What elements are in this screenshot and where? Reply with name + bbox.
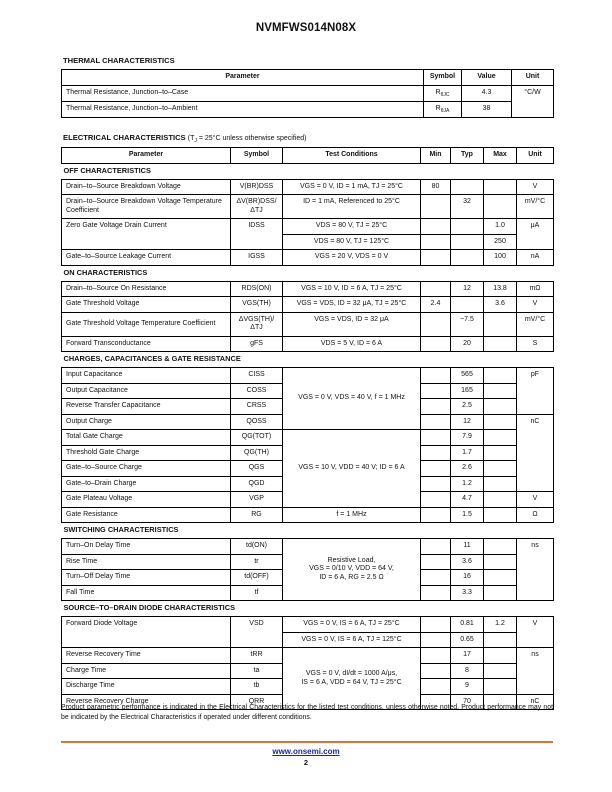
page-number: 2 bbox=[303, 758, 309, 767]
unit-cell: μA bbox=[517, 219, 554, 250]
table-row bbox=[62, 648, 554, 664]
footer-divider bbox=[61, 741, 553, 743]
typ-cell: 3.6 bbox=[451, 554, 484, 570]
parameter-cell: Drain–to–Source Breakdown Voltage bbox=[62, 179, 231, 195]
electrical-table bbox=[61, 147, 554, 710]
table-header-row bbox=[62, 148, 554, 164]
max-cell bbox=[484, 663, 517, 679]
max-cell bbox=[484, 368, 517, 384]
parameter-cell: Gate Threshold Voltage bbox=[62, 297, 231, 313]
parameter-cell: Fall Time bbox=[62, 585, 231, 601]
table-row bbox=[62, 539, 554, 555]
typ-cell: 565 bbox=[451, 368, 484, 384]
max-cell bbox=[484, 507, 517, 523]
min-cell bbox=[421, 554, 451, 570]
thermal-table bbox=[61, 69, 554, 118]
parameter-cell: Forward Diode Voltage bbox=[62, 617, 231, 648]
unit-cell: nC bbox=[517, 414, 554, 492]
parameter-cell: Forward Transconductance bbox=[62, 336, 231, 352]
symbol-cell: gFS bbox=[231, 336, 283, 352]
typ-cell: 12 bbox=[451, 281, 484, 297]
conditions-cell: VGS = 0 V, ID = 1 mA, TJ = 25°C bbox=[283, 179, 421, 195]
unit-cell: V bbox=[517, 617, 554, 648]
table-row bbox=[62, 430, 554, 446]
max-cell bbox=[484, 195, 517, 219]
typ-cell bbox=[451, 179, 484, 195]
typ-cell: 1.5 bbox=[451, 507, 484, 523]
parameter-cell: Charge Time bbox=[62, 663, 231, 679]
min-cell bbox=[421, 430, 451, 446]
parameter-cell: Reverse Recovery Time bbox=[62, 648, 231, 664]
section-row-diode: SOURCE–TO–DRAIN DIODE CHARACTERISTICS bbox=[63, 603, 236, 613]
value-cell: 4.3 bbox=[462, 85, 512, 101]
unit-cell: ns bbox=[517, 648, 554, 695]
col-header: Symbol bbox=[424, 70, 462, 86]
max-cell: 1.0 bbox=[484, 219, 517, 235]
symbol-cell: tr bbox=[231, 554, 283, 570]
typ-cell: 11 bbox=[451, 539, 484, 555]
parameter-cell: Drain–to–Source On Resistance bbox=[62, 281, 231, 297]
typ-cell bbox=[451, 297, 484, 313]
typ-cell: 3.3 bbox=[451, 585, 484, 601]
typ-cell: 4.7 bbox=[451, 492, 484, 508]
unit-cell: V bbox=[517, 492, 554, 508]
table-row bbox=[62, 507, 554, 523]
symbol-cell: td(ON) bbox=[231, 539, 283, 555]
table-row bbox=[62, 195, 554, 219]
table-row bbox=[62, 336, 554, 352]
symbol-cell: QGD bbox=[231, 476, 283, 492]
website-link[interactable]: www.onsemi.com bbox=[272, 747, 340, 756]
symbol-cell: CRSS bbox=[231, 399, 283, 415]
symbol-cell: QRR bbox=[231, 694, 283, 710]
typ-cell: 2.5 bbox=[451, 399, 484, 415]
symbol-cell: $R_{\theta JC}$ bbox=[424, 85, 462, 101]
parameter-cell: Gate–to–Source Charge bbox=[62, 461, 231, 477]
min-cell bbox=[421, 234, 451, 250]
typ-cell bbox=[451, 234, 484, 250]
symbol-cell: tRR bbox=[231, 648, 283, 664]
min-cell bbox=[421, 195, 451, 219]
max-cell bbox=[484, 570, 517, 586]
typ-cell bbox=[451, 219, 484, 235]
unit-cell: V bbox=[517, 179, 554, 195]
parameter-cell: Reverse Transfer Capacitance bbox=[62, 399, 231, 415]
symbol-cell: QOSS bbox=[231, 414, 283, 430]
symbol-cell: ta bbox=[231, 663, 283, 679]
min-cell bbox=[421, 336, 451, 352]
symbol-cell: V(BR)DSS bbox=[231, 179, 283, 195]
symbol-cell: tf bbox=[231, 585, 283, 601]
typ-cell: 1.2 bbox=[451, 476, 484, 492]
parameter-cell: Output Capacitance bbox=[62, 383, 231, 399]
max-cell bbox=[484, 430, 517, 446]
min-cell bbox=[421, 414, 451, 430]
typ-cell: 9 bbox=[451, 679, 484, 695]
min-cell bbox=[421, 383, 451, 399]
symbol-cell: IGSS bbox=[231, 250, 283, 266]
section-row-charges: CHARGES, CAPACITANCES & GATE RESISTANCE bbox=[63, 354, 241, 364]
typ-cell: 17 bbox=[451, 648, 484, 664]
min-cell bbox=[421, 679, 451, 695]
typ-cell: 7.9 bbox=[451, 430, 484, 446]
symbol-cell: CISS bbox=[231, 368, 283, 384]
table-row bbox=[62, 281, 554, 297]
unit-cell: S bbox=[517, 336, 554, 352]
min-cell bbox=[421, 250, 451, 266]
max-cell bbox=[484, 476, 517, 492]
max-cell bbox=[484, 554, 517, 570]
col-header: Symbol bbox=[231, 148, 283, 164]
conditions-cell: f = 1 MHz bbox=[283, 507, 421, 523]
section-row-off: OFF CHARACTERISTICS bbox=[63, 165, 151, 175]
min-cell bbox=[421, 445, 451, 461]
unit-cell: °C/W bbox=[512, 85, 554, 117]
min-cell: 80 bbox=[421, 179, 451, 195]
min-cell bbox=[421, 476, 451, 492]
document-title: NVMFWS014N08X bbox=[255, 22, 357, 34]
unit-cell: nA bbox=[517, 250, 554, 266]
parameter-cell: Gate Resistance bbox=[62, 507, 231, 523]
parameter-cell: Drain–to–Source Breakdown Voltage Temperature Coefficient bbox=[62, 195, 231, 219]
max-cell bbox=[484, 414, 517, 430]
max-cell bbox=[484, 399, 517, 415]
min-cell bbox=[421, 632, 451, 648]
max-cell: 100 bbox=[484, 250, 517, 266]
max-cell bbox=[484, 461, 517, 477]
unit-cell: Ω bbox=[517, 507, 554, 523]
parameter-cell: Gate Plateau Voltage bbox=[62, 492, 231, 508]
unit-cell: mV/°C bbox=[517, 195, 554, 219]
symbol-cell: ΔVGS(TH)/ΔTJ bbox=[231, 312, 283, 336]
typ-cell: −7.5 bbox=[451, 312, 484, 336]
max-cell bbox=[484, 179, 517, 195]
symbol-cell: td(OFF) bbox=[231, 570, 283, 586]
min-cell bbox=[421, 281, 451, 297]
table-row bbox=[62, 101, 554, 117]
unit-cell: nC bbox=[517, 694, 554, 710]
thermal-heading: THERMAL CHARACTERISTICS bbox=[63, 56, 175, 65]
max-cell: 1.2 bbox=[484, 617, 517, 633]
symbol-cell: VGP bbox=[231, 492, 283, 508]
min-cell bbox=[421, 648, 451, 664]
table-row bbox=[62, 219, 554, 235]
symbol-cell: RDS(ON) bbox=[231, 281, 283, 297]
symbol-cell: QG(TOT) bbox=[231, 430, 283, 446]
max-cell bbox=[484, 312, 517, 336]
typ-cell: 8 bbox=[451, 663, 484, 679]
parameter-cell: Output Charge bbox=[62, 414, 231, 430]
max-cell: 13.8 bbox=[484, 281, 517, 297]
max-cell bbox=[484, 679, 517, 695]
conditions-cell: VDS = 80 V, TJ = 25°C bbox=[283, 219, 421, 235]
unit-cell: V bbox=[517, 297, 554, 313]
min-cell: 2.4 bbox=[421, 297, 451, 313]
min-cell bbox=[421, 492, 451, 508]
parameter-cell: Thermal Resistance, Junction–to–Ambient bbox=[62, 101, 424, 117]
conditions-cell: VGS = 0 V, IS = 6 A, TJ = 25°C bbox=[283, 617, 421, 633]
col-header: Unit bbox=[517, 148, 554, 164]
max-cell bbox=[484, 492, 517, 508]
parameter-cell: Turn–On Delay Time bbox=[62, 539, 231, 555]
max-cell bbox=[484, 585, 517, 601]
table-header-row bbox=[62, 70, 554, 86]
conditions-cell: VGS = 10 V, VDD = 40 V; ID = 6 A bbox=[283, 430, 421, 508]
max-cell bbox=[484, 539, 517, 555]
parameter-cell: Rise Time bbox=[62, 554, 231, 570]
min-cell bbox=[421, 539, 451, 555]
col-header: Min bbox=[421, 148, 451, 164]
typ-cell bbox=[451, 250, 484, 266]
table-row bbox=[62, 297, 554, 313]
conditions-cell: VGS = 20 V, VDS = 0 V bbox=[283, 250, 421, 266]
col-header: Max bbox=[484, 148, 517, 164]
col-header: Parameter bbox=[62, 70, 424, 86]
typ-cell: 1.7 bbox=[451, 445, 484, 461]
min-cell bbox=[421, 399, 451, 415]
max-cell: 3.6 bbox=[484, 297, 517, 313]
symbol-cell: $R_{\theta JA}$ bbox=[424, 101, 462, 117]
footnote: Product parametric performance is indicated in the Electrical Characteristics for the listed test conditions, unless otherwise noted. Product performance may not be indicated by the Electrical Characteristics if operated under different conditions. bbox=[61, 704, 553, 721]
parameter-cell: Gate–to–Source Leakage Current bbox=[62, 250, 231, 266]
typ-cell: 0.81 bbox=[451, 617, 484, 633]
conditions-cell: VGS = VDS, ID = 32 μA, TJ = 25°C bbox=[283, 297, 421, 313]
conditions-cell: VGS = 0 V, dI/dt = 1000 A/μs, IS = 6 A, VDD = 64 V, TJ = 25°C bbox=[283, 648, 421, 710]
max-cell bbox=[484, 383, 517, 399]
unit-cell: mV/°C bbox=[517, 312, 554, 336]
section-row-switching: SWITCHING CHARACTERISTICS bbox=[63, 525, 179, 535]
parameter-cell: Turn–Off Delay Time bbox=[62, 570, 231, 586]
col-header: Typ bbox=[451, 148, 484, 164]
table-row bbox=[62, 368, 554, 384]
parameter-cell: Input Capacitance bbox=[62, 368, 231, 384]
symbol-cell: QGS bbox=[231, 461, 283, 477]
symbol-cell: ΔV(BR)DSS/ΔTJ bbox=[231, 195, 283, 219]
col-header: Value bbox=[462, 70, 512, 86]
min-cell bbox=[421, 219, 451, 235]
symbol-cell: COSS bbox=[231, 383, 283, 399]
electrical-heading: ELECTRICAL CHARACTERISTICS ($T_J = 25^\circ C$ unless otherwise specified) bbox=[63, 133, 307, 144]
parameter-cell: Reverse Recovery Charge bbox=[62, 694, 231, 710]
min-cell bbox=[421, 368, 451, 384]
symbol-cell: tb bbox=[231, 679, 283, 695]
conditions-cell: VGS = VDS, ID = 32 μA bbox=[283, 312, 421, 336]
parameter-cell: Total Gate Charge bbox=[62, 430, 231, 446]
typ-cell: 12 bbox=[451, 414, 484, 430]
unit-cell: mΩ bbox=[517, 281, 554, 297]
symbol-cell: IDSS bbox=[231, 219, 283, 250]
conditions-cell: VDS = 80 V, TJ = 125°C bbox=[283, 234, 421, 250]
unit-cell: pF bbox=[517, 368, 554, 415]
typ-cell: 2.6 bbox=[451, 461, 484, 477]
typ-cell: 20 bbox=[451, 336, 484, 352]
conditions-cell: VGS = 0 V, VDS = 40 V, f = 1 MHz bbox=[283, 368, 421, 430]
parameter-cell: Thermal Resistance, Junction–to–Case bbox=[62, 85, 424, 101]
table-row bbox=[62, 250, 554, 266]
value-cell: 38 bbox=[462, 101, 512, 117]
col-header: Parameter bbox=[62, 148, 231, 164]
parameter-cell: Gate–to–Drain Charge bbox=[62, 476, 231, 492]
parameter-cell: Gate Threshold Voltage Temperature Coefficient bbox=[62, 312, 231, 336]
typ-cell: 70 bbox=[451, 694, 484, 710]
parameter-cell: Zero Gate Voltage Drain Current bbox=[62, 219, 231, 250]
section-row-on: ON CHARACTERISTICS bbox=[63, 267, 148, 277]
max-cell bbox=[484, 336, 517, 352]
symbol-cell: RG bbox=[231, 507, 283, 523]
typ-cell: 165 bbox=[451, 383, 484, 399]
symbol-cell: VGS(TH) bbox=[231, 297, 283, 313]
symbol-cell: VSD bbox=[231, 617, 283, 648]
min-cell bbox=[421, 617, 451, 633]
min-cell bbox=[421, 663, 451, 679]
min-cell bbox=[421, 585, 451, 601]
parameter-cell: Threshold Gate Charge bbox=[62, 445, 231, 461]
min-cell bbox=[421, 312, 451, 336]
col-header: Unit bbox=[512, 70, 554, 86]
table-row bbox=[62, 617, 554, 633]
conditions-cell: Resistive Load, VGS = 0/10 V, VDD = 64 V, ID = 6 A, RG = 2.5 Ω bbox=[283, 539, 421, 601]
conditions-cell: ID = 1 mA, Referenced to 25°C bbox=[283, 195, 421, 219]
symbol-cell: QG(TH) bbox=[231, 445, 283, 461]
conditions-cell: VGS = 10 V, ID = 6 A, TJ = 25°C bbox=[283, 281, 421, 297]
table-row bbox=[62, 312, 554, 336]
unit-cell: ns bbox=[517, 539, 554, 601]
table-row bbox=[62, 85, 554, 101]
table-row bbox=[62, 179, 554, 195]
max-cell: 250 bbox=[484, 234, 517, 250]
parameter-cell: Discharge Time bbox=[62, 679, 231, 695]
min-cell bbox=[421, 570, 451, 586]
typ-cell: 0.65 bbox=[451, 632, 484, 648]
conditions-cell: VGS = 0 V, IS = 6 A, TJ = 125°C bbox=[283, 632, 421, 648]
max-cell bbox=[484, 445, 517, 461]
col-header: Test Conditions bbox=[283, 148, 421, 164]
max-cell bbox=[484, 632, 517, 648]
conditions-cell: VDS = 5 V, ID = 6 A bbox=[283, 336, 421, 352]
typ-cell: 16 bbox=[451, 570, 484, 586]
min-cell bbox=[421, 461, 451, 477]
typ-cell: 32 bbox=[451, 195, 484, 219]
min-cell bbox=[421, 507, 451, 523]
max-cell bbox=[484, 648, 517, 664]
